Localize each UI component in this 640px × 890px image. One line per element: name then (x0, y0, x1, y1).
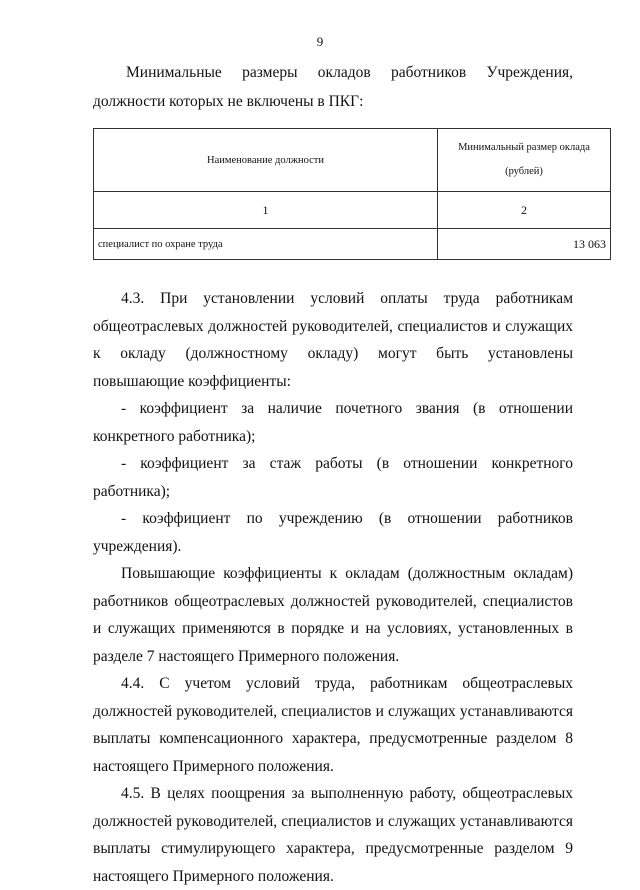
intro-section (93, 58, 573, 116)
bullet-honorary-title: - коэффициент за наличие почетного звания (в отношении конкретного работника); (93, 400, 573, 445)
salary-cell: 13 063 (438, 229, 611, 260)
position-cell: специалист по охране труда (94, 229, 438, 260)
table-header-row (94, 129, 611, 192)
paragraph-4-3: 4.3. При установлении условий оплаты труда работникам общеотраслевых должностей руководителей, специалистов и служащих к окладу (должностному окладу) могут быть установлены повышающие коэффициенты: (93, 290, 573, 390)
column-number-1: 1 (94, 192, 438, 229)
body-text (93, 285, 573, 890)
header-min-salary: Минимальный размер оклада (рублей) (438, 129, 611, 192)
bullet-work-experience: - коэффициент за стаж работы (в отношении конкретного работника); (93, 455, 573, 500)
bullet-institution: - коэффициент по учреждению (в отношении работников учреждения). (93, 510, 573, 555)
paragraph-4-5: 4.5. В целях поощрения за выполненную работу, общеотраслевых должностей руководителей, специалистов и служащих устанавливаются выплаты стимулирующего характера, предусмотренные разделом 9 настоящего Примерного положения. (93, 785, 573, 885)
table-row (94, 229, 611, 260)
header-position-name: Наименование должности (94, 129, 438, 192)
salary-table (93, 128, 611, 260)
page-number: 9 (316, 34, 324, 49)
paragraph-4-4: 4.4. С учетом условий труда, работникам общеотраслевых должностей руководителей, специалистов и служащих устанавливаются выплаты компенсационного характера, предусмотренные разделом 8 настоящего Примерного положения. (93, 675, 573, 775)
intro-text: Минимальные размеры окладов работников Учреждения, должности которых не включены в ПКГ: (93, 64, 573, 110)
column-number-2: 2 (438, 192, 611, 229)
table-number-row (94, 192, 611, 229)
paragraph-increasing-coefficients: Повышающие коэффициенты к окладам (должностным окладам) работников общеотраслевых должностей руководителей, специалистов и служащих применяются в порядке и на условиях, установленных в разделе 7 настоящего Примерного положения. (93, 565, 573, 665)
